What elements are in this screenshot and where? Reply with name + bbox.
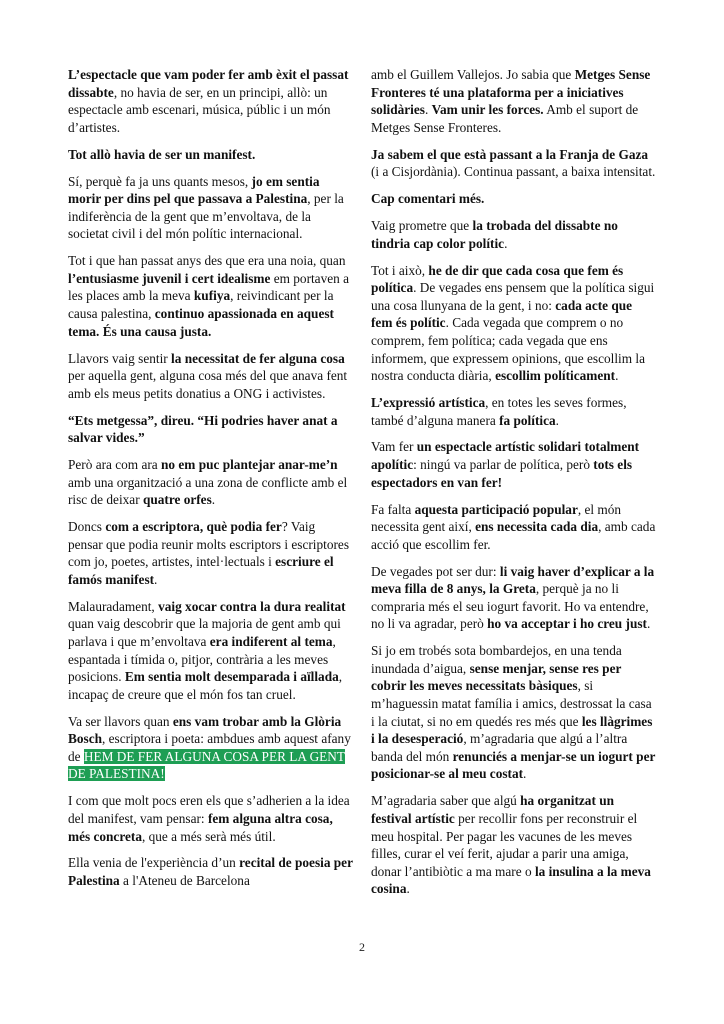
text: (i a Cisjordània). Continua passant, a baixa intensitat. <box>371 164 656 180</box>
text: amb una organització a una zona de conflicte amb el risc de deixar <box>68 474 348 508</box>
text: . <box>504 235 508 251</box>
bold-text: quatre orfes <box>142 492 212 508</box>
bold-text: Vam unir les forces. <box>431 102 544 118</box>
bold-text: fa política <box>499 412 556 428</box>
bold-text: escriure el famós manifest <box>68 554 334 587</box>
paragraph <box>371 394 656 429</box>
bold-text: sense menjar, sense res per cobrir les meves necessitats bàsiques <box>371 660 622 694</box>
bold-text: l’entusiasme juvenil i cert idealisme <box>68 270 271 286</box>
bold-text: la insulina a la meva cosina <box>371 863 651 897</box>
text: quan vaig descobrir que la majoria de gent amb qui parlava i que m’envoltava <box>68 616 341 649</box>
bold-text: un espectacle artístic solidari totalment apolític <box>371 439 640 473</box>
text: Llavors vaig sentir <box>68 350 172 366</box>
page-number: 2 <box>359 940 365 954</box>
right-column <box>371 66 656 907</box>
paragraph <box>68 456 353 509</box>
bold-text: Tot allò havia de ser un manifest. <box>68 146 256 162</box>
text: . <box>615 368 619 384</box>
bold-text: Em sentia molt desemparada i aïllada <box>124 669 339 685</box>
paragraph <box>68 252 353 340</box>
paragraph <box>68 146 353 164</box>
text: , que a més serà més útil. <box>141 828 276 844</box>
bold-text: recital de poesia per Palestina <box>68 855 353 889</box>
paragraph <box>371 501 656 554</box>
text: Amb el suport de Metges Sense Fronteres. <box>371 102 639 135</box>
paragraph <box>371 66 656 136</box>
text: , perquè ja no li compraria més el seu iogurt favorit. Ho va entendre, no li va agradar, però <box>371 581 649 632</box>
bold-text: aquesta participació popular <box>414 501 578 517</box>
text: , reivindicant per la causa palestina, <box>68 288 334 322</box>
bold-text: ens necessita cada dia <box>475 519 599 535</box>
bold-text: la necessitat de fer alguna cosa <box>171 350 345 366</box>
bold-text: les llàgrimes i la desesperació <box>371 713 653 747</box>
bold-text: continuo apassionada en aquest tema. És una causa justa. <box>68 306 334 339</box>
bold-text: li vaig haver d’explicar a la meva filla de 8 anys, la Greta <box>371 563 655 597</box>
text: em portaven a les places amb la meva <box>68 270 350 304</box>
paragraph <box>371 217 656 252</box>
text: Vam fer <box>371 439 417 455</box>
bold-text: “Ets metgessa”, direu. “Hi podries haver anat a salvar vides.” <box>68 412 338 446</box>
paragraph <box>371 642 656 783</box>
text: Fa falta <box>371 501 415 517</box>
paragraph <box>68 854 353 889</box>
paragraph <box>68 598 353 704</box>
bold-text: escollim políticament <box>495 368 616 384</box>
text: Tot i que han passat anys des que era una noia, quan <box>68 253 346 269</box>
text: , escriptora i poeta: ambdues amb aquest afany de <box>68 731 351 764</box>
highlighted-text: HEM DE FER ALGUNA COSA PER LA GENT DE PALESTINA! <box>68 748 346 782</box>
text: per recollir fons per reconstruir el meu hospital. Per pagar les vacunes de les meves filles, curar el veí ferit, ajudar a parir una amiga, donar l’antibiòtic a ma mare o <box>371 810 638 879</box>
paragraph <box>371 190 656 208</box>
text: , en totes les seves formes, també d’alguna manera <box>371 394 627 428</box>
text: , per la indiferència de la gent que m’envoltava, de la societat civil i del món polític internacional. <box>68 191 344 242</box>
text: Malauradament, <box>68 598 159 614</box>
paragraph <box>371 262 656 385</box>
text: per aquella gent, alguna cosa més del que anava fent amb els meus petits donatius a ONG i activistes. <box>68 368 348 401</box>
paragraph <box>371 146 656 181</box>
text: Tot i això, <box>371 262 429 278</box>
bold-text: kufiya <box>193 288 231 304</box>
text: a l'Ateneu de Barcelona <box>119 873 250 889</box>
text: . <box>406 881 410 897</box>
text: I com que molt pocs eren els que s’adherien a la idea del manifest, vam pensar: <box>68 793 350 826</box>
bold-text: renunciés a menjar-se un iogurt per posicionar-se al meu costat <box>371 748 656 782</box>
text: . De vegades ens pensem que la política sigui una cosa llunyana de la gent, i no: <box>371 280 655 313</box>
bold-text: Cap comentari més. <box>371 191 485 207</box>
bold-text: Metges Sense Fronteres té una plataforma per a iniciatives solidàries <box>371 67 651 118</box>
paragraph <box>68 518 353 588</box>
text: . <box>523 766 527 782</box>
text: , espantada i tímida o, pitjor, contrària a les meves posicions. <box>68 634 336 685</box>
text: , si m’haguessin matat família i amics, destrossat la casa i la ciutat, si no em quedés res més que <box>371 678 652 729</box>
text: . Cada vegada que comprem o no comprem, fem política; cada vegada que ens informem, que expressem opinions, que escollim la nostra conducta diària, <box>371 315 646 384</box>
text: ? Vaig pensar que podia reunir molts escriptors i escriptores com jo, poetes, artistes, intel·lectuals i <box>68 519 350 570</box>
paragraph <box>68 792 353 845</box>
bold-text: era indiferent al tema <box>209 634 333 649</box>
text: Doncs <box>68 519 106 535</box>
bold-text: ho va acceptar i ho creu just <box>487 616 647 632</box>
text: De vegades pot ser dur: <box>371 563 500 579</box>
text: . <box>211 492 216 508</box>
text: Si jo em trobés sota bombardejos, en una tenda inundada d’aigua, <box>371 643 622 676</box>
bold-text: no em puc plantejar anar-me’n <box>161 457 338 473</box>
paragraph <box>68 412 353 447</box>
paragraph <box>68 173 353 243</box>
text: , amb cada acció que escollim fer. <box>371 519 656 552</box>
bold-text: L’expressió artística <box>371 394 486 410</box>
bold-text: ha organitzat un festival artístic <box>371 793 614 826</box>
text: amb el Guillem Vallejos. Jo sabia que <box>371 67 575 82</box>
bold-text: ens vam trobar amb la Glòria Bosch <box>68 713 342 747</box>
bold-text: L’espectacle que vam poder fer amb èxit el passat dissabte <box>68 67 349 100</box>
text: Sí, perquè fa ja uns quants mesos, <box>68 173 252 189</box>
paragraph <box>371 438 656 491</box>
paragraph <box>371 792 656 898</box>
paragraph <box>371 563 656 633</box>
text: . <box>646 616 651 632</box>
text: , el món necessita gent així, <box>371 501 622 535</box>
text: , m’agradaria que algú a l’altra banda del món <box>371 731 628 764</box>
text: Va ser llavors quan <box>68 713 173 729</box>
bold-text: la trobada del dissabte no tindria cap color polític <box>371 218 618 251</box>
bold-text: he de dir que cada cosa que fem és política <box>371 262 624 296</box>
text: . <box>424 102 432 118</box>
bold-text: com a escriptora, què podia fer <box>105 519 282 535</box>
bold-text: cada acte que fem és polític <box>371 297 633 331</box>
text: Però ara com ara <box>68 457 162 473</box>
bold-text: tots els espectadors en van fer! <box>371 457 633 490</box>
paragraph <box>68 66 353 136</box>
bold-text: Ja sabem el que està passant a la Franja de Gaza <box>371 146 649 162</box>
bold-text: vaig xocar contra la dura realitat <box>158 598 346 614</box>
text: : ningú va parlar de política, però <box>413 457 594 473</box>
text: , no havia de ser, en un principi, allò: un espectacle amb escenari, música, públic i un món d’artistes. <box>68 84 331 135</box>
paragraph <box>68 713 353 783</box>
text: Vaig prometre que <box>371 218 473 234</box>
bold-text: fem alguna altra cosa, més concreta <box>68 810 333 844</box>
paragraph <box>68 350 353 403</box>
text: M’agradaria saber que algú <box>371 793 521 809</box>
text: . <box>154 571 158 587</box>
bold-text: jo em sentia morir per dins pel que passava a Palestina <box>68 173 320 207</box>
left-column <box>68 66 353 899</box>
text: , incapaç de creure que el món fos tan cruel. <box>68 669 343 702</box>
text: . <box>555 412 559 428</box>
text: Ella venia de l'experiència d’un <box>68 855 240 871</box>
